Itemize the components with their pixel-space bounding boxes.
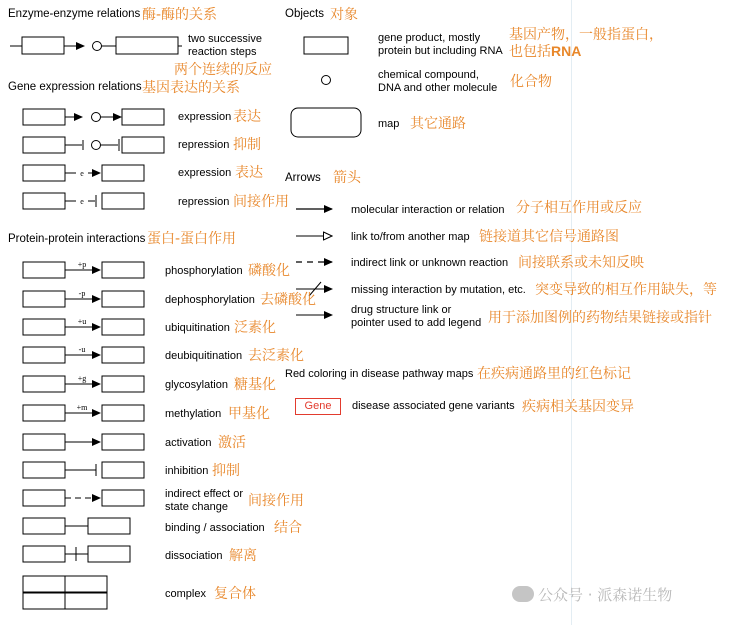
arrow-zh: 链接道其它信号通路图	[479, 229, 619, 245]
wechat-icon	[512, 586, 534, 602]
ppi-modification-symbol: +g	[77, 374, 87, 383]
ppi-modification-symbol: -p	[78, 289, 86, 298]
ppi-source-box	[23, 347, 65, 363]
ppi-item-zh: 甲基化	[228, 406, 270, 422]
enzyme-item-zh: 两个连续的反应	[174, 62, 272, 78]
gene-item-zh: 抑制	[233, 137, 261, 153]
ppi-item-label: dephosphorylation	[165, 294, 255, 306]
gene-product-zh: 基因产物，一般指蛋白， 也包括RNA	[509, 27, 663, 60]
ppi-item-label: glycosylation	[165, 379, 228, 391]
enzyme-relations-heading-zh: 酶-酶的关系	[142, 7, 218, 23]
ppi-item-zh: 磷酸化	[248, 263, 290, 279]
ppi-item-zh: 解离	[229, 548, 257, 564]
gene-symbol-e: e	[80, 169, 84, 178]
ppi-target-box	[102, 262, 144, 278]
ppi-item-label: methylation	[165, 408, 222, 420]
ppi-item-zh: 去磷酸化	[260, 292, 316, 308]
enzyme-relation-symbol	[10, 37, 182, 54]
gene-expression-symbol	[23, 109, 164, 125]
gene-item-zh: 间接作用	[233, 194, 289, 210]
ppi-item-label: deubiquitination	[165, 350, 243, 362]
enzyme-item-label: two successive reaction steps	[188, 33, 262, 58]
arrow-label: indirect link or unknown reaction	[351, 257, 509, 269]
activation-symbol	[23, 434, 144, 450]
arrow-label: molecular interaction or relation	[351, 204, 505, 216]
arrow-zh: 突变导致的相互作用缺失，等	[535, 282, 717, 298]
disease-gene-box: Gene	[295, 398, 341, 415]
ppi-modification-symbols	[23, 262, 144, 421]
ppi-source-box	[23, 319, 65, 335]
gene-expression-heading: Gene expression relations	[8, 81, 142, 93]
gene-product-label: gene product, mostly protein but including RNA	[378, 32, 503, 57]
ppi-item-label: indirect effect or state change	[165, 488, 244, 513]
ppi-target-box	[102, 319, 144, 335]
red-coloring-label: Red coloring in disease pathway maps	[285, 368, 474, 380]
ppi-item-zh: 糖基化	[234, 377, 276, 393]
ppi-item-zh: 抑制	[212, 463, 240, 479]
ppi-item-zh: 结合	[274, 520, 302, 536]
gene-item-zh: 表达	[235, 165, 263, 181]
gene-item-label: expression	[178, 167, 232, 179]
dissociation-symbol	[23, 546, 130, 562]
compound-label: chemical compound, DNA and other molecule	[378, 69, 498, 94]
gene-symbol-e: e	[80, 197, 84, 206]
ppi-modification-symbol: +m	[76, 403, 88, 412]
arrow-zh: 间接联系或未知反映	[518, 255, 644, 271]
map-label: map	[378, 118, 400, 130]
ppi-modification-symbol: -u	[78, 345, 86, 354]
ppi-item-label: phosphorylation	[165, 265, 243, 277]
inhibition-symbol	[23, 462, 144, 478]
arrow-label: drug structure link or pointer used to add legend	[351, 304, 482, 329]
ppi-item-zh: 激活	[218, 435, 246, 451]
ppi-item-zh: 间接作用	[248, 493, 304, 509]
ppi-target-box	[102, 376, 144, 392]
indirect-effect-symbol	[23, 490, 144, 506]
arrow-zh: 分子相互作用或反应	[516, 200, 642, 216]
ppi-heading-zh: 蛋白-蛋白作用	[147, 231, 237, 247]
arrow-zh: 用于添加图例的药物结果链接或指针	[488, 310, 712, 326]
ppi-item-label: dissociation	[165, 550, 223, 562]
compound-zh: 化合物	[510, 74, 552, 90]
arrows-heading: Arrows	[285, 172, 321, 184]
objects-heading: Objects	[285, 8, 324, 20]
ppi-item-label: ubiquitination	[165, 322, 230, 334]
map-zh: 其它通路	[410, 116, 466, 132]
ppi-item-label: activation	[165, 437, 212, 449]
ppi-item-label: binding / association	[165, 522, 265, 534]
ppi-heading: Protein-protein interactions	[8, 233, 146, 245]
disease-zh: 疾病相关基因变异	[522, 399, 634, 415]
ppi-item-zh: 复合体	[214, 586, 256, 602]
binding-symbol	[23, 518, 130, 534]
gene-product-box	[304, 37, 348, 54]
gene-item-label: repression	[178, 139, 230, 151]
ppi-target-box	[102, 405, 144, 421]
ppi-modification-symbol: +p	[77, 260, 87, 269]
compound-circle	[322, 76, 331, 85]
gene-item-label: repression	[178, 196, 230, 208]
map-box	[291, 108, 361, 137]
ppi-source-box	[23, 262, 65, 278]
ppi-target-box	[102, 347, 144, 363]
arrow-label: missing interaction by mutation, etc.	[351, 284, 526, 296]
arrow-label: link to/from another map	[351, 231, 470, 243]
gene-expression-heading-zh: 基因表达的关系	[142, 80, 240, 96]
gene-repression-symbol	[23, 137, 164, 153]
ppi-item-label: inhibition	[165, 465, 209, 477]
disease-label: disease associated gene variants	[352, 400, 515, 412]
ppi-modification-labels	[77, 260, 89, 412]
ppi-source-box	[23, 405, 65, 421]
ppi-source-box	[23, 376, 65, 392]
red-coloring-zh: 在疾病通路里的红色标记	[477, 366, 631, 382]
ppi-item-zh: 去泛素化	[248, 348, 304, 364]
ppi-item-zh: 泛素化	[234, 320, 276, 336]
gene-item-zh: 表达	[233, 109, 261, 125]
objects-heading-zh: 对象	[330, 7, 358, 23]
arrows-heading-zh: 箭头	[333, 170, 361, 186]
ppi-modification-symbol: +u	[77, 317, 87, 326]
gene-item-label: expression	[178, 111, 232, 123]
ppi-source-box	[23, 291, 65, 307]
enzyme-relations-heading: Enzyme-enzyme relations	[8, 8, 141, 20]
ppi-target-box	[102, 291, 144, 307]
complex-symbol	[23, 576, 107, 609]
ppi-item-label: complex	[165, 588, 206, 600]
watermark-text: 公众号 · 派森诺生物	[538, 586, 673, 604]
